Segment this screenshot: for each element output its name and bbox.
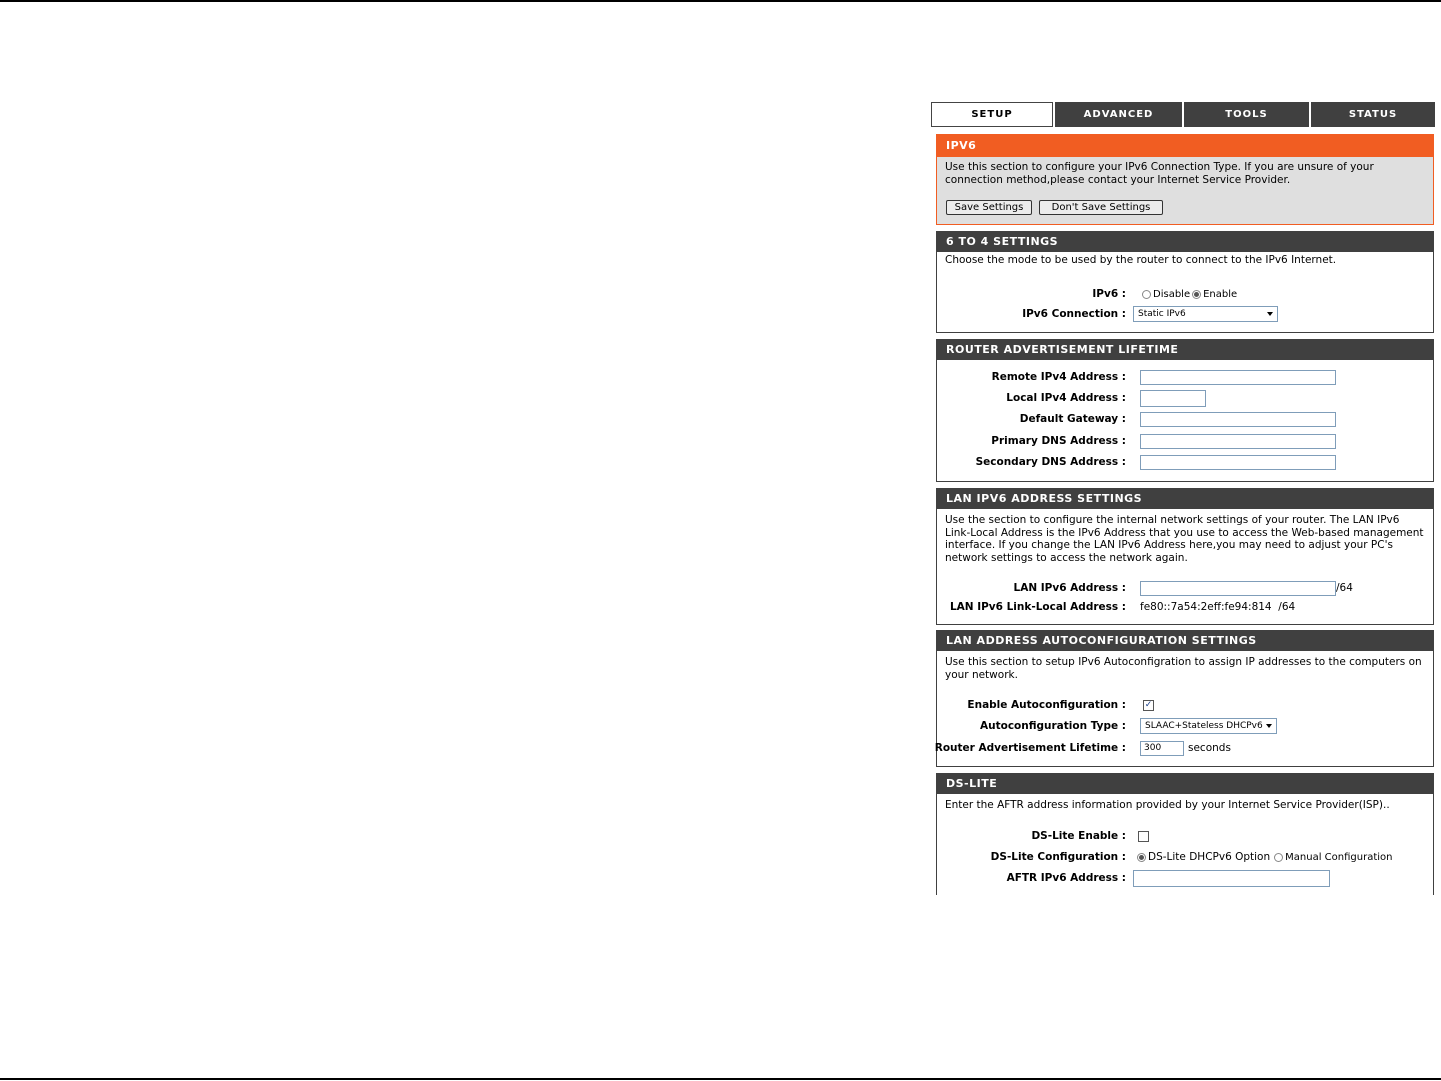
autoconfiguration-type-value: SLAAC+Stateless DHCPv6 [1145,721,1263,731]
remote-ipv4-label: Remote IPv4 Address : [991,371,1126,383]
section-title: IPV6 [937,135,1433,157]
tab-advanced[interactable]: ADVANCED [1053,102,1182,127]
autoconfiguration-type-select[interactable] [1140,718,1277,734]
enable-autoconfiguration-label: Enable Autoconfiguration : [967,699,1126,711]
top-rule [0,0,1441,2]
tab-tools[interactable]: TOOLS [1182,102,1309,127]
section-description: Enter the AFTR address information provided by your Internet Service Provider(ISP).. [945,799,1390,811]
section-description: Use the section to configure the internal network settings of your router. The LAN IPv6 Link-Local Address is the IPv6 Address that you use to access the Web-based management interface. If you change the LAN IPv6 Address here,you may need to adjust your PC's network settings to access the network again. [945,514,1424,564]
router-advertisement-lifetime-label: Router Advertisement Lifetime : [934,742,1126,754]
manual-configuration-label: Manual Configuration [1285,851,1393,863]
dont-save-settings-button[interactable]: Don't Save Settings [1039,200,1163,215]
prefix-suffix: /64 [1336,582,1353,594]
default-gateway-input[interactable] [1140,412,1336,427]
secondary-dns-label: Secondary DNS Address : [975,456,1126,468]
primary-dns-input[interactable] [1140,434,1336,449]
lan-ipv6-section [936,488,1434,625]
tab-setup[interactable]: SETUP [931,102,1053,127]
autoconfiguration-section [936,630,1434,767]
ds-lite-dhcpv6-radio[interactable] [1137,853,1146,862]
top-tabs [931,102,1439,127]
enable-autoconfiguration-checkbox[interactable]: ✓ [1144,699,1153,710]
ipv6-enable-radio[interactable] [1192,290,1201,299]
default-gateway-label: Default Gateway : [1019,413,1126,425]
section-title: DS-LITE [937,774,1433,794]
section-title: LAN ADDRESS AUTOCONFIGURATION SETTINGS [937,631,1433,651]
ipv6-enable-label: Enable [1203,288,1238,300]
ds-lite-configuration-label: DS-Lite Configuration : [990,851,1126,863]
secondary-dns-input[interactable] [1140,455,1336,470]
ipv6-label: IPv6 : [1092,288,1126,300]
section-title: LAN IPV6 ADDRESS SETTINGS [937,489,1433,509]
link-local-address-value: fe80::7a54:2eff:fe94:814 /64 [1140,601,1296,613]
tab-status[interactable]: STATUS [1309,102,1435,127]
local-ipv4-label: Local IPv4 Address : [1006,392,1126,404]
primary-dns-label: Primary DNS Address : [991,435,1126,447]
ipv6-section [936,134,1434,225]
bottom-rule [0,1078,1441,1080]
lifetime-unit: seconds [1188,742,1231,754]
autoconfiguration-type-label: Autoconfiguration Type : [979,720,1126,732]
router-advertisement-section [936,339,1434,482]
chevron-down-icon [1267,312,1273,316]
aftr-ipv6-address-label: AFTR IPv6 Address : [1006,872,1126,884]
six-to-four-section [936,231,1434,333]
lan-ipv6-address-input[interactable] [1140,581,1336,596]
section-description: Use this section to setup IPv6 Autoconfigration to assign IP addresses to the computers on your network. [945,656,1422,681]
ds-lite-dhcpv6-label: DS-Lite DHCPv6 Option [1148,851,1271,863]
ipv6-connection-select[interactable] [1133,306,1278,322]
ipv6-connection-value: Static IPv6 [1138,309,1186,319]
ipv6-disable-label: Disable [1153,288,1191,300]
save-settings-button[interactable]: Save Settings [946,200,1032,215]
ds-lite-enable-checkbox[interactable] [1138,831,1149,842]
link-local-address-label: LAN IPv6 Link-Local Address : [949,601,1126,613]
section-title: ROUTER ADVERTISEMENT LIFETIME [937,340,1433,360]
section-description: Use this section to configure your IPv6 Connection Type. If you are unsure of your connection method,please contact your Internet Service Provider. [945,161,1374,186]
aftr-ipv6-address-input[interactable] [1133,870,1330,887]
ipv6-disable-radio[interactable] [1142,290,1151,299]
ds-lite-section [936,773,1434,895]
ipv6-connection-label: IPv6 Connection : [1022,308,1126,320]
chevron-down-icon [1266,724,1272,728]
remote-ipv4-input[interactable] [1140,370,1336,385]
ds-lite-enable-label: DS-Lite Enable : [1031,830,1126,842]
section-description: Choose the mode to be used by the router to connect to the IPv6 Internet. [945,254,1337,266]
lan-ipv6-address-label: LAN IPv6 Address : [1013,582,1126,594]
section-title: 6 TO 4 SETTINGS [937,232,1433,252]
manual-configuration-radio[interactable] [1274,853,1283,862]
router-advertisement-lifetime-input[interactable] [1140,741,1184,756]
local-ipv4-input[interactable] [1140,390,1206,407]
